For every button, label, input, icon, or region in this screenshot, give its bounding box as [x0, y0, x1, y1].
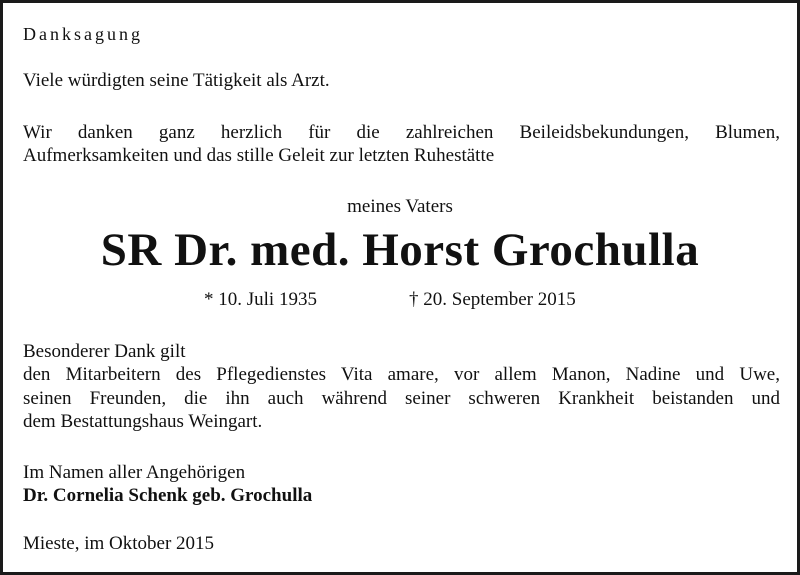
place-date: Mieste, im Oktober 2015 — [23, 533, 215, 554]
life-dates — [3, 289, 797, 311]
signatory-name: Dr. Cornelia Schenk geb. Grochulla — [23, 485, 313, 506]
birth-date: * 10. Juli 1935 — [204, 289, 317, 310]
relation-text: meines Vaters — [347, 196, 453, 217]
thanks-line-2: Aufmerksamkeiten und das stille Geleit zur letzten Ruhestätte — [23, 145, 495, 166]
special-thanks-title: Besonderer Dank gilt — [23, 341, 186, 362]
on-behalf-text: Im Namen aller Angehörigen — [23, 462, 246, 483]
special-thanks-line-2: seinen Freunden, die ihn auch während seiner schweren Krankheit beistanden und — [23, 388, 780, 409]
death-date: † 20. September 2015 — [409, 289, 576, 310]
deceased-name: SR Dr. med. Horst Grochulla — [100, 224, 700, 276]
special-thanks-line-1: den Mitarbeitern des Pflegedienstes Vita amare, vor allem Manon, Nadine und Uwe, — [23, 364, 780, 385]
thanks-line-1: Wir danken ganz herzlich für die zahlreichen Beileidsbekundungen, Blumen, — [23, 122, 780, 143]
intro-text: Viele würdigten seine Tätigkeit als Arzt. — [23, 70, 330, 91]
notice-heading: Danksagung — [23, 24, 143, 44]
special-thanks-line-3: dem Bestattungshaus Weingart. — [23, 411, 263, 432]
